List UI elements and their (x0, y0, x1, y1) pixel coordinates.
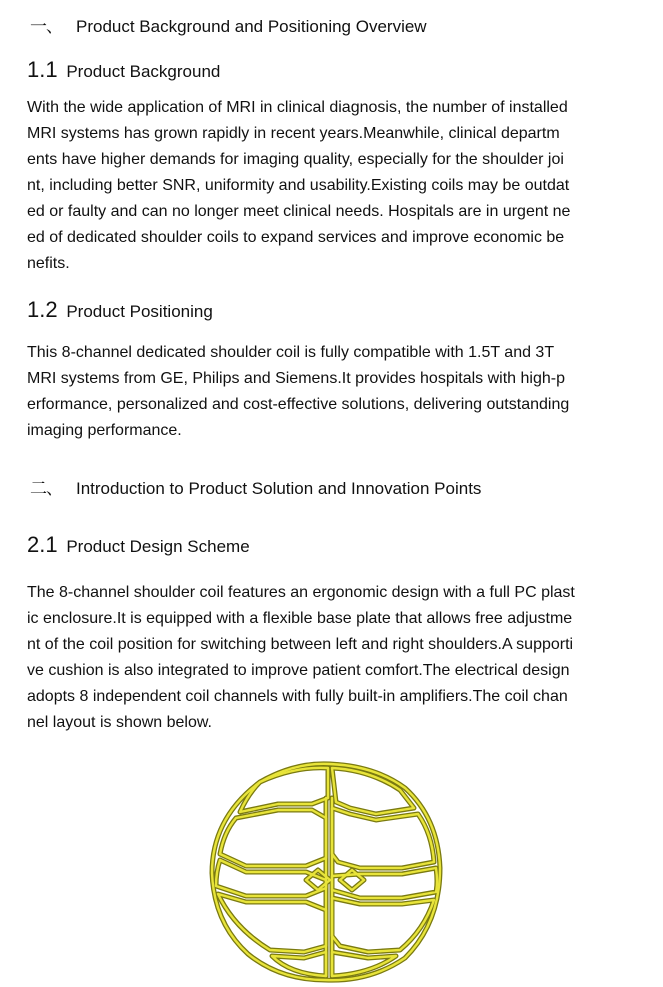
subsection-1-2-title: Product Positioning (66, 302, 213, 321)
text-line: The 8-channel shoulder coil features an ergonomic design with a full PC plast (27, 584, 575, 601)
section-2-title: Introduction to Product Solution and Innovation Points (76, 479, 482, 498)
text-line: MRI systems from GE, Philips and Siemens.It provides hospitals with high-p (27, 370, 565, 387)
text-line: nt, including better SNR, uniformity and usability.Existing coils may be outdat (27, 177, 570, 194)
subsection-1-1-title: Product Background (66, 62, 221, 81)
text-line: MRI systems has grown rapidly in recent years.Meanwhile, clinical departm (27, 125, 560, 142)
text-line: ed of dedicated shoulder coils to expand services and improve economic be (27, 229, 565, 246)
section-2-heading (30, 479, 481, 499)
subsection-1-2-number: 1.2 (27, 297, 58, 322)
paragraph-product-positioning (27, 340, 643, 444)
text-line: nt of the coil position for switching between left and right shoulders.A supporti (27, 636, 574, 653)
subsection-2-1-number: 2.1 (27, 532, 58, 557)
subsection-2-1-title: Product Design Scheme (66, 537, 250, 556)
text-line: nefits. (27, 255, 70, 272)
subsection-1-2-heading (27, 297, 213, 323)
text-line: ic enclosure.It is equipped with a flexible base plate that allows free adjustme (27, 610, 573, 627)
text-line: With the wide application of MRI in clinical diagnosis, the number of installed (27, 99, 568, 116)
text-line: adopts 8 independent coil channels with fully built-in amplifiers.The coil chan (27, 688, 568, 705)
section-1-heading (30, 17, 427, 37)
text-line: ve cushion is also integrated to improve patient comfort.The electrical design (27, 662, 570, 679)
text-line: nel layout is shown below. (27, 714, 212, 731)
coil-channel-layout-figure (200, 758, 450, 984)
paragraph-product-background (27, 95, 643, 277)
text-line: ents have higher demands for imaging quality, especially for the shoulder joi (27, 151, 564, 168)
text-line: This 8-channel dedicated shoulder coil is fully compatible with 1.5T and 3T (27, 344, 555, 361)
text-line: imaging performance. (27, 422, 182, 439)
section-1-title: Product Background and Positioning Overview (76, 17, 427, 36)
subsection-2-1-heading (27, 532, 250, 558)
coil-channel-fill (220, 810, 326, 866)
subsection-1-1-number: 1.1 (27, 57, 58, 82)
text-line: erformance, personalized and cost-effective solutions, delivering outstanding (27, 396, 570, 413)
section-1-number: 一、 (30, 17, 62, 37)
subsection-1-1-heading (27, 57, 220, 83)
section-2-number: 二、 (30, 479, 62, 499)
text-line: ed or faulty and can no longer meet clinical needs. Hospitals are in urgent ne (27, 203, 571, 220)
paragraph-product-design (27, 580, 643, 736)
